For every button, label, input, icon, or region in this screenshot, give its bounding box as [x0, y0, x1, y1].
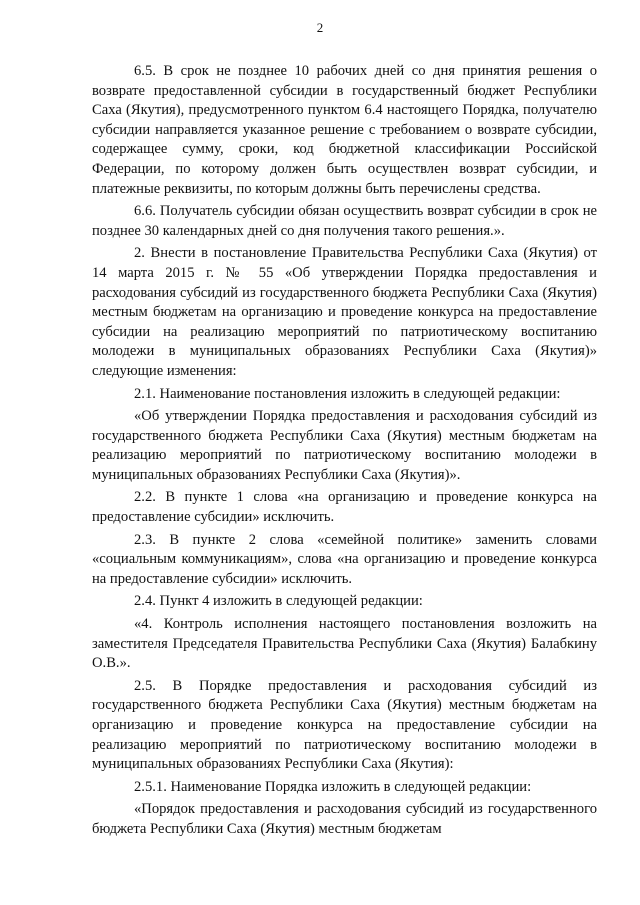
paragraph-2-4: 2.4. Пункт 4 изложить в следующей редакции: — [134, 593, 423, 610]
paragraph-2-5-1: 2.5.1. Наименование Порядка изложить в следующей редакции: — [134, 778, 532, 795]
paragraph-2-1: 2.1. Наименование постановления изложить в следующей редакции: — [134, 385, 561, 402]
page-number: 2 — [316, 20, 324, 35]
paragraph-2: 2. Внести в постановление Правительства Республики Саха (Якутия) от 14 марта 2015 г. № 55 «Об утверждении Порядка предоставления и расходования субсидий из государственного бюджета Республики Саха (Якутия) местным бюджетам на организацию и проведение конкурса на предоставление субсидии на реализацию мероприятий по патриотическому воспитанию молодежи в муниципальных образованиях Республики Саха (Якутия)» следующие изменения: — [92, 245, 597, 379]
document-body — [92, 62, 597, 843]
paragraph-2-5-1-quote: «Порядок предоставления и расходования субсидий из государственного бюджета Республики Саха (Якутия) местным бюджетам — [92, 801, 597, 837]
paragraph-6-6: 6.6. Получатель субсидии обязан осуществить возврат субсидии в срок не позднее 30 календарных дней со дня получения такого решения.». — [92, 203, 597, 239]
paragraph-2-1-quote: «Об утверждении Порядка предоставления и расходования субсидий из государственного бюджета Республики Саха (Якутия) местным бюджетам на реализацию мероприятий по патриотическому воспитанию молодежи в муниципальных образованиях Республики Саха (Якутия)». — [92, 408, 597, 483]
paragraph-2-4-quote: «4. Контроль исполнения настоящего постановления возложить на заместителя Председателя Правительства Республики Саха (Якутия) Балабкину О.В.». — [92, 616, 597, 672]
paragraph-2-3: 2.3. В пункте 2 слова «семейной политике» заменить словами «социальным коммуникациям», слова «на организацию и проведение конкурса на предоставление субсидии» исключить. — [92, 531, 597, 587]
paragraph-2-5: 2.5. В Порядке предоставления и расходования субсидий из государственного бюджета Республики Саха (Якутия) местным бюджетам на организацию и проведение конкурса на предоставление субсидии на реализацию мероприятий по патриотическому воспитанию молодежи в муниципальных образованиях Республики Саха (Якутия): — [92, 677, 597, 773]
paragraph-2-2: 2.2. В пункте 1 слова «на организацию и проведение конкурса на предоставление субсидии» исключить. — [92, 489, 597, 526]
paragraph-6-5: 6.5. В срок не позднее 10 рабочих дней со дня принятия решения о возврате предоставленной субсидии в государственный бюджет Республики Саха (Якутия), предусмотренного пунктом 6.4 настоящего Порядка, получателю субсидии направляется указанное решение с требованием о возврате субсидии, содержащее сумму, сроки, код бюджетной классификации Российской Федерации, по которому должен быть осуществлен возврат субсидии, и платежные реквизиты, по которым должны быть перечислены средства. — [92, 63, 597, 197]
